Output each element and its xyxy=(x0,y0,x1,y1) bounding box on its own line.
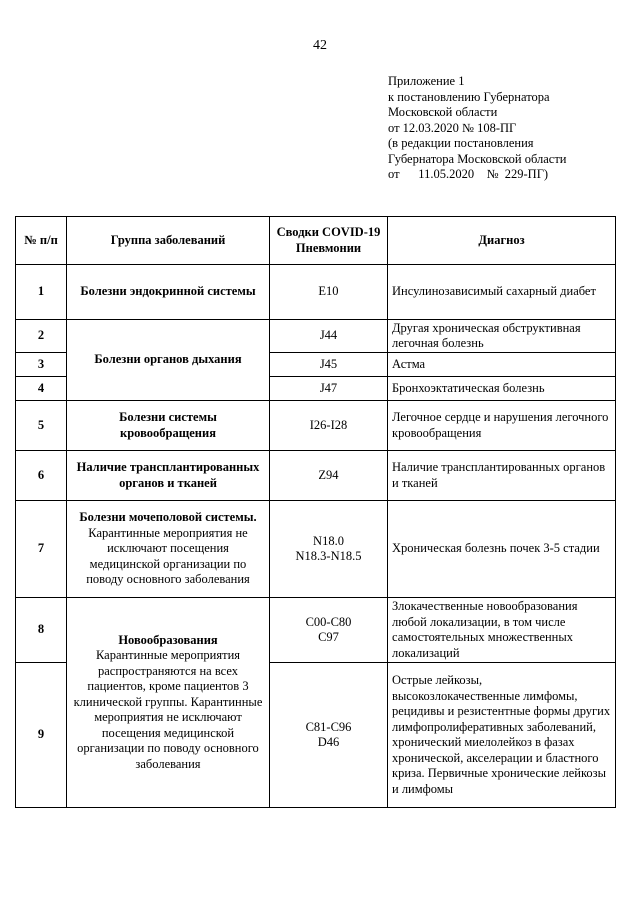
group-note: Карантинные мероприятия распространяются на всех пациентов, кроме пациентов 3 клинической группы. Карантинные мероприятия не исключают посещения медицинской организации по поводу основного заболевания xyxy=(73,648,263,771)
appendix-line: Приложение 1 xyxy=(388,74,465,88)
row-num: 5 xyxy=(16,401,67,451)
row-group xyxy=(67,501,270,598)
diseases-table xyxy=(15,216,616,808)
table-row xyxy=(16,320,616,353)
row-diagnosis: Бронхоэктатическая болезнь xyxy=(388,377,616,401)
table-row xyxy=(16,451,616,501)
table-row xyxy=(16,265,616,320)
table-row xyxy=(16,401,616,451)
appendix-line: (в редакции постановления xyxy=(388,136,534,150)
row-num: 3 xyxy=(16,353,67,377)
table-row xyxy=(16,501,616,598)
group-title: Новообразования xyxy=(118,632,218,647)
row-group-merged xyxy=(67,598,270,808)
code-line: C97 xyxy=(318,630,339,644)
code-line: J47 xyxy=(319,380,338,395)
table-row xyxy=(16,598,616,663)
row-num: 2 xyxy=(16,320,67,353)
header-diagnosis: Диагноз xyxy=(388,217,616,265)
appendix-line: от 12.03.2020 № 108-ПГ xyxy=(388,120,517,135)
row-group xyxy=(67,401,270,451)
row-diagnosis: Астма xyxy=(388,353,616,377)
code-line: J45 xyxy=(319,356,338,371)
code-line: N18.3-N18.5 xyxy=(295,549,362,563)
appendix-line: к постановлению Губернатора xyxy=(388,89,550,104)
row-code xyxy=(270,401,388,451)
row-group-merged xyxy=(67,320,270,401)
row-code xyxy=(270,320,388,353)
code-line: J44 xyxy=(319,328,338,343)
row-diagnosis: Другая хроническая обструктивная легочная болезнь xyxy=(388,320,616,353)
appendix-line: Московской области xyxy=(388,105,498,119)
row-num: 8 xyxy=(16,598,67,663)
row-diagnosis: Инсулинозависимый сахарный диабет xyxy=(388,265,616,320)
row-diagnosis: Легочное сердце и нарушения легочного кровообращения xyxy=(388,401,616,451)
row-diagnosis: Злокачественные новообразования любой локализации, в том числе самостоятельных множественных локализаций xyxy=(388,598,616,663)
row-group xyxy=(67,451,270,501)
row-num: 7 xyxy=(16,501,67,598)
row-code xyxy=(270,377,388,401)
row-code xyxy=(270,451,388,501)
row-code xyxy=(270,353,388,377)
header-group: Группа заболеваний xyxy=(67,217,270,265)
row-code xyxy=(270,265,388,320)
row-code xyxy=(270,598,388,663)
code-line: N18.0 xyxy=(313,533,344,548)
header-covid: Сводки COVID-19 Пневмонии xyxy=(270,217,388,265)
code-line: E10 xyxy=(318,284,339,299)
row-num: 6 xyxy=(16,451,67,501)
row-num: 4 xyxy=(16,377,67,401)
code-line: C00-C80 xyxy=(305,614,352,629)
table-header-row xyxy=(16,217,616,265)
row-diagnosis: Хроническая болезнь почек 3-5 стадии xyxy=(388,501,616,598)
header-num: № п/п xyxy=(16,217,67,265)
group-title: Болезни мочеполовой системы. xyxy=(79,510,257,525)
row-group xyxy=(67,265,270,320)
code-line: D46 xyxy=(317,735,340,749)
appendix-line: от 11.05.2020 № 229-ПГ) xyxy=(388,167,549,181)
appendix-header xyxy=(388,74,566,183)
code-line: I26-I28 xyxy=(309,417,348,432)
page-number: 42 xyxy=(313,38,327,53)
row-num: 9 xyxy=(16,663,67,808)
row-code xyxy=(270,663,388,808)
row-num: 1 xyxy=(16,265,67,320)
row-code xyxy=(270,501,388,598)
group-title: Болезни органов дыхания xyxy=(94,352,242,367)
code-line: Z94 xyxy=(318,467,339,482)
group-note: Карантинные мероприятия не исключают посещения медицинской организации по поводу основного заболевания xyxy=(86,525,250,587)
row-diagnosis: Наличие трансплантированных органов и тканей xyxy=(388,451,616,501)
code-line: C81-C96 xyxy=(305,719,352,734)
appendix-line: Губернатора Московской области xyxy=(388,151,567,166)
group-title: Наличие трансплантированных органов и тканей xyxy=(76,460,260,490)
row-diagnosis: Острые лейкозы, высокозлокачественные лимфомы, рецидивы и резистентные формы других лимфопролиферативных заболеваний, хронический миелолейкоз в фазах хронической, акселерации и бластного криза. Первичные хронические лейкозы и лимфомы xyxy=(388,663,616,808)
group-title: Болезни системы кровообращения xyxy=(119,410,217,440)
group-title: Болезни эндокринной системы xyxy=(80,284,256,299)
